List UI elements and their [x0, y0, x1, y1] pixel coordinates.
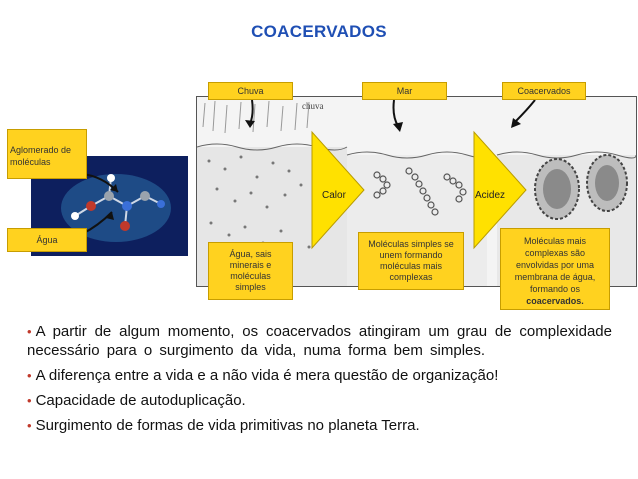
moleculas-mais-text: Moléculas mais complexas são envolvidas por uma membrana de água, formando os: [514, 236, 596, 294]
calor-label: Calor: [322, 190, 346, 201]
bullet-text: Surgimento de formas de vida primitivas no planeta Terra.: [35, 417, 420, 434]
chuva-box: Chuva: [208, 82, 293, 100]
pointer-arrows-left: [78, 170, 138, 240]
bullet-item: [27, 416, 612, 435]
moleculas-mais-box: [500, 228, 610, 310]
bullet-text: A partir de algum momento, os coacervados atingiram um grau de complexidade necessário para o surgimento da vida, numa forma bem simples.: [27, 323, 612, 359]
chuva-pointer-arrow: [242, 100, 262, 130]
bullet-text: A diferença entre a vida e a não vida é mera questão de organização!: [35, 367, 499, 384]
agua-box: Água: [7, 228, 87, 252]
bullet-item: [27, 391, 612, 410]
bullet-item: [27, 322, 612, 360]
bullet-dot-icon: •: [27, 368, 32, 383]
bullet-dot-icon: •: [27, 393, 32, 408]
mar-pointer-arrow: [388, 100, 408, 134]
bullet-item: [27, 366, 612, 385]
aglomerado-box: Aglomerado de moléculas: [7, 129, 87, 179]
bullet-dot-icon: •: [27, 418, 32, 433]
coacervados-box: Coacervados: [502, 82, 586, 100]
bullet-text: Capacidade de autoduplicação.: [35, 392, 246, 409]
agua-sais-box: Água, sais minerais e moléculas simples: [208, 242, 293, 300]
chuva-drawing-label: chuva: [302, 101, 324, 111]
acidez-label: Acidez: [475, 190, 506, 201]
mar-box: Mar: [362, 82, 447, 100]
moleculas-simples-box: Moléculas simples se unem formando moléculas mais complexas: [358, 232, 464, 290]
moleculas-mais-bold: coacervados.: [526, 296, 584, 306]
bullet-list: [27, 322, 612, 441]
page-title: COACERVADOS: [251, 22, 387, 41]
coacervados-pointer-arrow: [505, 100, 555, 140]
bullet-dot-icon: •: [27, 324, 32, 339]
